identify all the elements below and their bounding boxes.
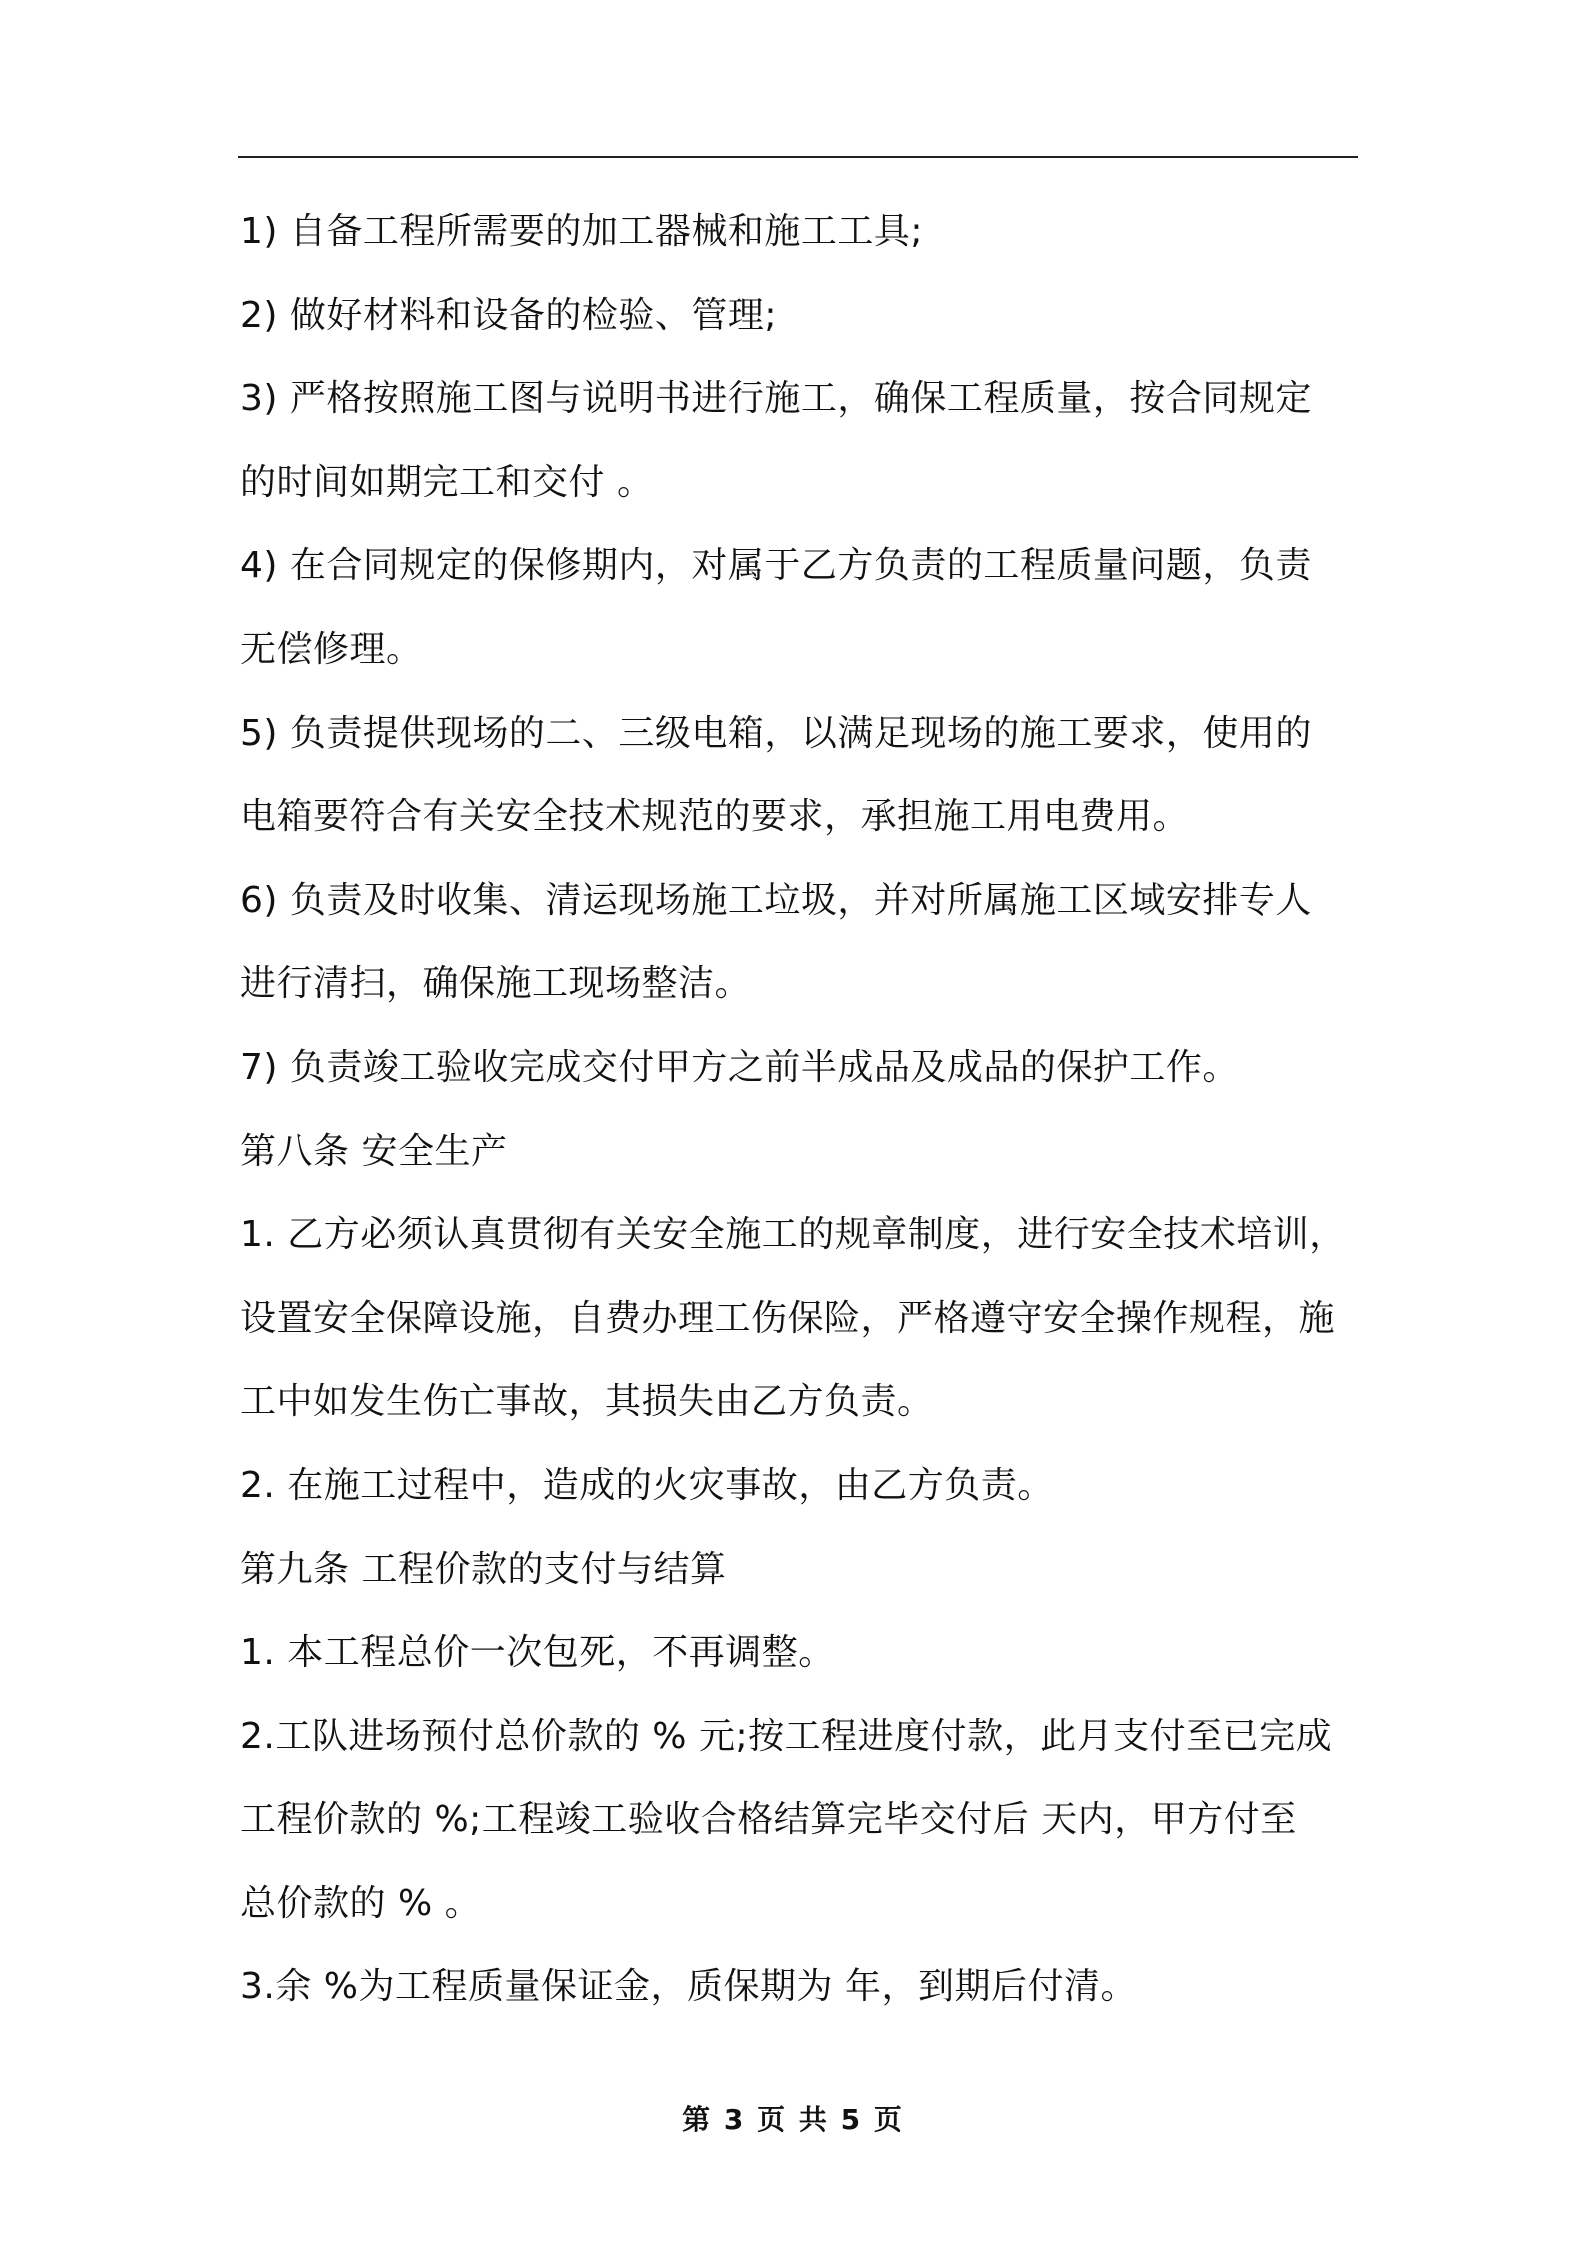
list-item-3-cont: 的时间如期完工和交付 。: [240, 461, 654, 503]
section-heading-9: 第九条 工程价款的支付与结算: [240, 1548, 727, 1590]
clause-9-2-cont: 工程价款的 %;工程竣工验收合格结算完毕交付后 天内，甲方付至: [240, 1799, 1297, 1841]
clause-8-1: 1. 乙方必须认真贯彻有关安全施工的规章制度，进行安全技术培训，: [240, 1214, 1346, 1256]
document-body: [240, 200, 1360, 2039]
list-item-3: 3) 严格按照施工图与说明书进行施工，确保工程质量，按合同规定: [240, 378, 1312, 420]
list-item-6-cont: 进行清扫，确保施工现场整洁。: [240, 963, 752, 1005]
clause-8-1-cont: 设置安全保障设施，自费办理工伤保险，严格遵守安全操作规程，施: [240, 1297, 1336, 1339]
clause-9-2: 2.工队进场预付总价款的 % 元;按工程进度付款，此月支付至已完成: [240, 1715, 1333, 1757]
page-number: 第 3 页 共 5 页: [682, 2103, 904, 2136]
list-item-2: 2) 做好材料和设备的检验、管理;: [240, 294, 778, 336]
section-heading-8: 第八条 安全生产: [240, 1130, 508, 1172]
header-divider: [238, 156, 1358, 158]
clause-8-1-cont: 工中如发生伤亡事故，其损失由乙方负责。: [240, 1381, 934, 1423]
clause-9-1: 1. 本工程总价一次包死，不再调整。: [240, 1632, 835, 1674]
list-item-5: 5) 负责提供现场的二、三级电箱，以满足现场的施工要求，使用的: [240, 712, 1312, 754]
list-item-5-cont: 电箱要符合有关安全技术规范的要求，承担施工用电费用。: [240, 796, 1190, 838]
clause-9-2-cont: 总价款的 % 。: [240, 1882, 482, 1924]
list-item-6: 6) 负责及时收集、清运现场施工垃圾，并对所属施工区域安排专人: [240, 879, 1312, 921]
list-item-4: 4) 在合同规定的保修期内，对属于乙方负责的工程质量问题，负责: [240, 545, 1312, 587]
clause-8-2: 2. 在施工过程中，造成的火灾事故，由乙方负责。: [240, 1464, 1054, 1506]
list-item-7: 7) 负责竣工验收完成交付甲方之前半成品及成品的保护工作。: [240, 1046, 1239, 1088]
clause-9-3: 3.余 %为工程质量保证金，质保期为 年，到期后付清。: [240, 1966, 1137, 2008]
list-item-4-cont: 无偿修理。: [240, 628, 423, 670]
list-item-1: 1) 自备工程所需要的加工器械和施工工具;: [240, 211, 924, 252]
